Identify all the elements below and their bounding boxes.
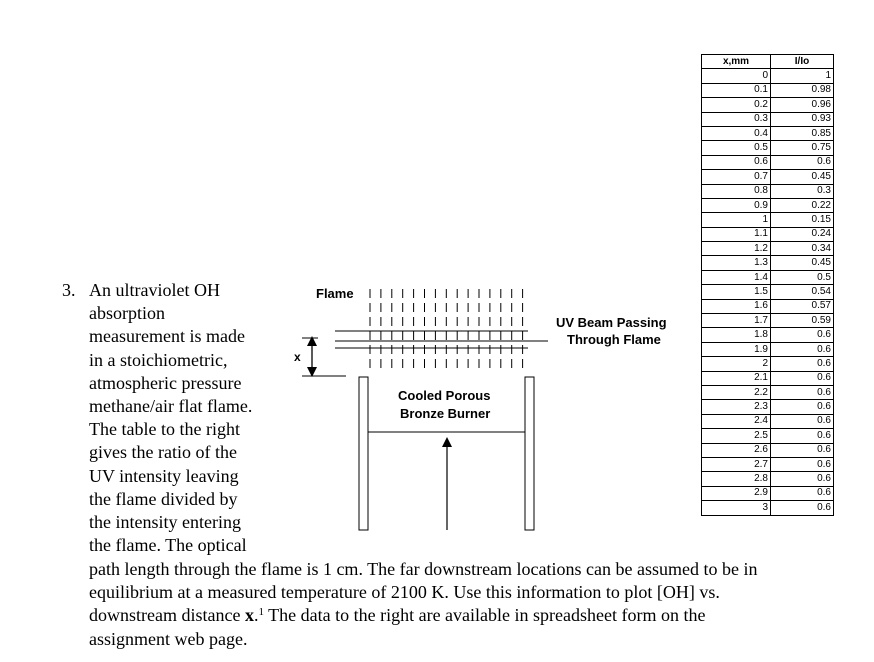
- cell-x-mm: 1.9: [702, 342, 771, 356]
- flame-label: Flame: [316, 286, 354, 301]
- table-row: [702, 141, 834, 155]
- flame-marks: [370, 289, 523, 368]
- cell-x-mm: 2.7: [702, 457, 771, 471]
- cell-intensity-ratio: 0.22: [771, 198, 834, 212]
- cell-intensity-ratio: 1: [771, 69, 834, 83]
- table-row: [702, 69, 834, 83]
- cell-intensity-ratio: 0.5: [771, 270, 834, 284]
- table-row: [702, 270, 834, 284]
- table-row: [702, 314, 834, 328]
- cell-x-mm: 2.8: [702, 472, 771, 486]
- problem-line: the intensity entering: [89, 512, 241, 533]
- cell-x-mm: 1.7: [702, 314, 771, 328]
- table-row: [702, 285, 834, 299]
- cell-intensity-ratio: 0.6: [771, 429, 834, 443]
- cell-intensity-ratio: 0.6: [771, 371, 834, 385]
- problem-line: The table to the right: [89, 419, 240, 440]
- problem-line: UV intensity leaving: [89, 465, 239, 486]
- cell-x-mm: 2: [702, 357, 771, 371]
- problem-line: methane/air flat flame.: [89, 396, 253, 417]
- burner-wall-right: [525, 377, 534, 530]
- cell-x-mm: 2.2: [702, 385, 771, 399]
- cell-intensity-ratio: 0.6: [771, 414, 834, 428]
- table-row: [702, 429, 834, 443]
- cell-x-mm: 0.2: [702, 98, 771, 112]
- cell-intensity-ratio: 0.34: [771, 242, 834, 256]
- cell-x-mm: 2.5: [702, 429, 771, 443]
- table-row: [702, 112, 834, 126]
- uv-beam-label-1: UV Beam Passing: [556, 315, 667, 330]
- cell-x-mm: 1: [702, 213, 771, 227]
- cell-intensity-ratio: 0.6: [771, 443, 834, 457]
- cell-x-mm: 2.9: [702, 486, 771, 500]
- cell-x-mm: 0.3: [702, 112, 771, 126]
- problem-line: absorption: [89, 303, 165, 324]
- table-row: [702, 242, 834, 256]
- table-row: [702, 126, 834, 140]
- cell-x-mm: 2.6: [702, 443, 771, 457]
- cell-intensity-ratio: 0.54: [771, 285, 834, 299]
- burner-label-2: Bronze Burner: [400, 406, 491, 421]
- cell-x-mm: 1.3: [702, 256, 771, 270]
- cell-intensity-ratio: 0.98: [771, 83, 834, 97]
- table-row: [702, 385, 834, 399]
- table-row: [702, 400, 834, 414]
- cell-x-mm: 1.5: [702, 285, 771, 299]
- cell-x-mm: 0.9: [702, 198, 771, 212]
- cell-intensity-ratio: 0.6: [771, 501, 834, 515]
- cell-x-mm: 1.1: [702, 227, 771, 241]
- cell-intensity-ratio: 0.6: [771, 400, 834, 414]
- table-row: [702, 256, 834, 270]
- cell-x-mm: 0: [702, 69, 771, 83]
- problem-line: in a stoichiometric,: [89, 349, 228, 370]
- cell-x-mm: 1.4: [702, 270, 771, 284]
- table-row: [702, 328, 834, 342]
- table-row: [702, 184, 834, 198]
- cell-intensity-ratio: 0.3: [771, 184, 834, 198]
- table-row: [702, 357, 834, 371]
- column-header-ratio: I/Io: [771, 55, 834, 69]
- cell-intensity-ratio: 0.15: [771, 213, 834, 227]
- uv-beam-label-2: Through Flame: [567, 332, 661, 347]
- problem-number: 3.: [62, 280, 76, 300]
- table-row: [702, 342, 834, 356]
- problem-line: gives the ratio of the: [89, 442, 237, 463]
- cell-x-mm: 0.4: [702, 126, 771, 140]
- problem-line: equilibrium at a measured temperature of 2100 K. Use this information to plot [OH] vs.: [89, 582, 720, 603]
- table-row: [702, 414, 834, 428]
- table-row: [702, 299, 834, 313]
- cell-intensity-ratio: 0.6: [771, 357, 834, 371]
- table-row: [702, 83, 834, 97]
- cell-intensity-ratio: 0.96: [771, 98, 834, 112]
- cell-x-mm: 0.8: [702, 184, 771, 198]
- table-header-row: [702, 55, 834, 69]
- problem-line: measurement is made: [89, 326, 245, 347]
- table-row: [702, 457, 834, 471]
- cell-x-mm: 1.8: [702, 328, 771, 342]
- problem-line: An ultraviolet OH: [89, 280, 220, 300]
- table-row: [702, 486, 834, 500]
- problem-line: the flame divided by: [89, 488, 238, 509]
- table-row: [702, 198, 834, 212]
- cell-intensity-ratio: 0.75: [771, 141, 834, 155]
- cell-x-mm: 0.6: [702, 155, 771, 169]
- cell-intensity-ratio: 0.6: [771, 472, 834, 486]
- absorption-data-table: [701, 54, 834, 516]
- problem-line-part: downstream distance: [89, 605, 245, 626]
- table-row: [702, 170, 834, 184]
- burner-label-1: Cooled Porous: [398, 388, 491, 403]
- problem-line-part: The data to the right are available in spreadsheet form on the: [263, 605, 706, 626]
- cell-intensity-ratio: 0.93: [771, 112, 834, 126]
- table-row: [702, 213, 834, 227]
- cell-x-mm: 2.4: [702, 414, 771, 428]
- cell-x-mm: 0.7: [702, 170, 771, 184]
- x-dimension-label: x: [294, 350, 301, 364]
- problem-line: atmospheric pressure: [89, 372, 242, 393]
- cell-intensity-ratio: 0.45: [771, 170, 834, 184]
- cell-intensity-ratio: 0.57: [771, 299, 834, 313]
- cell-x-mm: 3: [702, 501, 771, 515]
- column-header-x: x,mm: [702, 55, 771, 69]
- cell-intensity-ratio: 0.6: [771, 155, 834, 169]
- table-row: [702, 155, 834, 169]
- table-row: [702, 98, 834, 112]
- cell-x-mm: 0.5: [702, 141, 771, 155]
- cell-x-mm: 1.2: [702, 242, 771, 256]
- cell-intensity-ratio: 0.59: [771, 314, 834, 328]
- table-row: [702, 472, 834, 486]
- cell-intensity-ratio: 0.85: [771, 126, 834, 140]
- variable-x: x: [244, 605, 254, 626]
- cell-intensity-ratio: 0.6: [771, 457, 834, 471]
- cell-intensity-ratio: 0.6: [771, 328, 834, 342]
- table-row: [702, 443, 834, 457]
- burner-wall-left: [359, 377, 368, 530]
- table-row: [702, 501, 834, 515]
- period: .: [253, 605, 259, 626]
- table-row: [702, 371, 834, 385]
- cell-intensity-ratio: 0.45: [771, 256, 834, 270]
- cell-x-mm: 2.3: [702, 400, 771, 414]
- cell-intensity-ratio: 0.6: [771, 342, 834, 356]
- problem-line: the flame. The optical: [89, 535, 247, 556]
- table-row: [702, 227, 834, 241]
- cell-x-mm: 0.1: [702, 83, 771, 97]
- cell-intensity-ratio: 0.6: [771, 385, 834, 399]
- problem-line: assignment web page.: [89, 628, 248, 649]
- cell-x-mm: 2.1: [702, 371, 771, 385]
- cell-intensity-ratio: 0.24: [771, 227, 834, 241]
- cell-intensity-ratio: 0.6: [771, 486, 834, 500]
- cell-x-mm: 1.6: [702, 299, 771, 313]
- problem-line: path length through the flame is 1 cm. The far downstream locations can be assumed to be in: [89, 559, 758, 579]
- footnote-marker: 1: [258, 606, 264, 619]
